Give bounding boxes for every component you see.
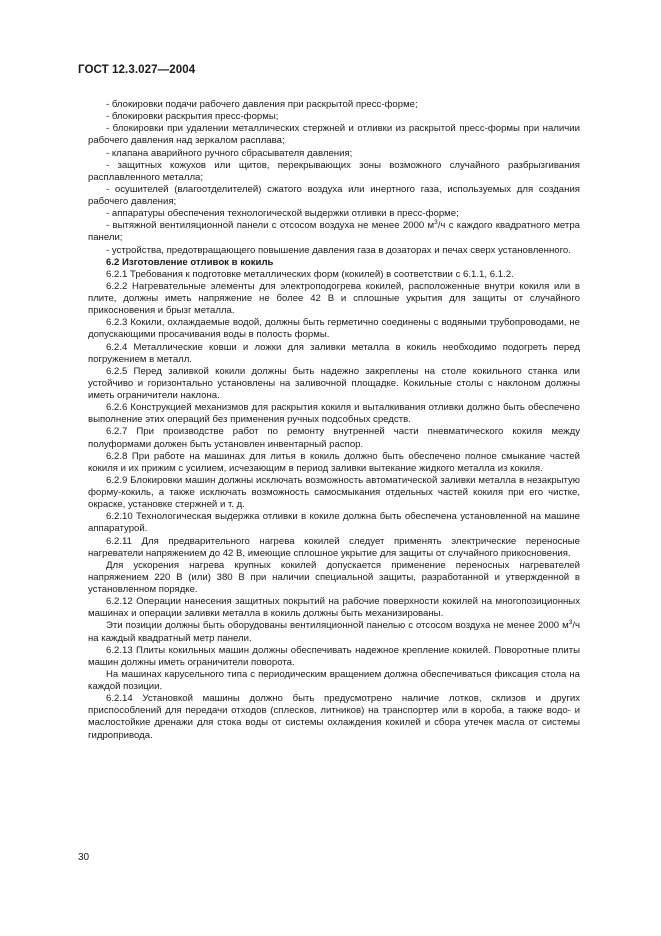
list-item-core-removal-lock: - блокировки при удалении металлических стержней и отливки из раскрытой пресс-формы при наличии рабочего давления над зеркалом расплава; <box>88 123 580 147</box>
list-item-ventilation-panel-text-end: /ч с каждого квадратного метра панели; <box>88 220 580 244</box>
document-body <box>88 99 580 742</box>
page-number: 30 <box>78 852 90 863</box>
clause-6-2-13: 6.2.13 Плиты кокильных машин должны обеспечивать надежное крепление кокилей. Поворотные плиты машин должны иметь ограничители поворота. <box>88 644 580 668</box>
list-item-protective-covers: - защитных кожухов или щитов, перекрывающих зоны возможного случайного разбрызгивания расплавленного металла; <box>88 159 580 183</box>
list-item-ventilation-panel-text: - вытяжной вентиляционной панели с отсосом воздуха не менее 2000 м <box>106 220 435 232</box>
list-item-ventilation-panel <box>88 220 580 244</box>
clause-6-2-2: 6.2.2 Нагревательные элементы для электроподогрева кокилей, расположенные внутри кокиля или в плите, должны иметь напряжение не более 42 В и сплошные укрытия для защиты от случайного прикосновения и брызг металла. <box>88 280 580 317</box>
superscript-exponent: 3 <box>568 619 573 627</box>
list-item-gas-pressure-device: - устройства, предотвращающего повышение давления газа в дозаторах и печах сверх установленного. <box>106 244 571 256</box>
clause-6-2-4: 6.2.4 Металлические ковши и ложки для заливки металла в кокиль необходимо подогреть перед погружением в металл. <box>88 341 580 365</box>
list-item-pressure-supply-lock: - блокировки подачи рабочего давления при раскрытой пресс-форме; <box>106 99 418 110</box>
list-item-emergency-valve: - клапана аварийного ручного сбрасывателя давления; <box>106 147 353 159</box>
clause-6-2-12-note <box>88 620 580 644</box>
clause-6-2-12-note-text: Эти позиции должны быть оборудованы вентиляционной панелью с отсосом воздуха не менее 2000 м <box>106 620 569 632</box>
clause-6-2-13-note: На машинах карусельного типа с периодическим вращением должна обеспечиваться фиксация стола на каждой позиции. <box>88 668 580 692</box>
clause-6-2-12-note-text-end: /ч на каждый квадратный метр панели. <box>88 620 580 644</box>
clause-6-2-5: 6.2.5 Перед заливкой кокили должны быть надежно закреплены на столе кокильного станка или устойчиво и горизонтально установлены на заливочной площадке. Кокильные столы с наклоном должны иметь ограничители наклона. <box>88 365 580 401</box>
clause-6-2-11: 6.2.11 Для предварительного нагрева кокилей следует применять электрические переносные нагреватели напряжением до 42 В, имеющие сплошное укрытие для защиты от случайного прикосновения. <box>88 535 580 559</box>
list-item-holding-equipment: - аппаратуры обеспечения технологической выдержки отливки в пресс-форме; <box>106 208 459 220</box>
clause-6-2-10: 6.2.10 Технологическая выдержка отливки в кокиле должна быть обеспечена установленной на машине аппаратурой. <box>88 511 580 535</box>
clause-6-2-6: 6.2.6 Конструкцией механизмов для раскрытия кокиля и выталкивания отливки должно быть обеспечено выполнение этих операций без применения ручных подсобных средств. <box>88 402 580 426</box>
list-item-air-dryers: - осушителей (влагоотделителей) сжатого воздуха или инертного газа, используемых для создания рабочего давления; <box>88 183 580 207</box>
clause-6-2-11-note: Для ускорения нагрева крупных кокилей допускается применение переносных нагревателей напряжением 220 В (или) 380 В при наличии специальной защиты, разработанной и утвержденной в установленном порядке. <box>88 559 580 595</box>
clause-6-2-3: 6.2.3 Кокили, охлаждаемые водой, должны быть герметично соединены с водяными трубопроводами, не допускающими просачивания воды в полость формы. <box>88 317 580 341</box>
clause-6-2-14: 6.2.14 Установкой машины должно быть предусмотрено наличие лотков, склизов и других приспособлений для передачи отходов (сплесков, литников) на транспортер или в короба, а также водо- и маслостойкие дренажи для стока воды от системы охлаждения кокилей и сбора утечек масла от системы гидропривода. <box>88 693 580 741</box>
clause-6-2-1: 6.2.1 Требования к подготовке металлических форм (кокилей) в соответствии с 6.1.1, 6.1.2. <box>106 268 514 280</box>
superscript-exponent: 3 <box>434 219 438 227</box>
clause-6-2-12: 6.2.12 Операции нанесения защитных покрытий на рабочие поверхности кокилей на многопозиционных машинах и операции заливки металла в кокиль должны быть механизированы. <box>88 596 580 620</box>
document-header: ГОСТ 12.3.027—2004 <box>78 64 196 76</box>
clause-6-2-9: 6.2.9 Блокировки машин должны исключать возможность автоматической заливки металла в незакрытую форму-кокиль, а также исключать возможность самосмыкания отдельных частей кокиля при его чистке, окраске, установке стержней и т. д. <box>88 474 580 511</box>
section-heading-6-2: 6.2 Изготовление отливок в кокиль <box>106 256 274 268</box>
clause-6-2-7: 6.2.7 При производстве работ по ремонту внутренней части пневматического кокиля между полуформами должен быть установлен инвентарный распор. <box>88 426 580 450</box>
list-item-mold-opening-lock: - блокировки раскрытия пресс-формы; <box>106 111 279 123</box>
clause-6-2-8: 6.2.8 При работе на машинах для литья в кокиль должно быть обеспечено полное смыкание частей кокиля и их прижим с усилием, исчезающим в период заливки вытекание жидкого металла из кокиля. <box>88 450 580 474</box>
